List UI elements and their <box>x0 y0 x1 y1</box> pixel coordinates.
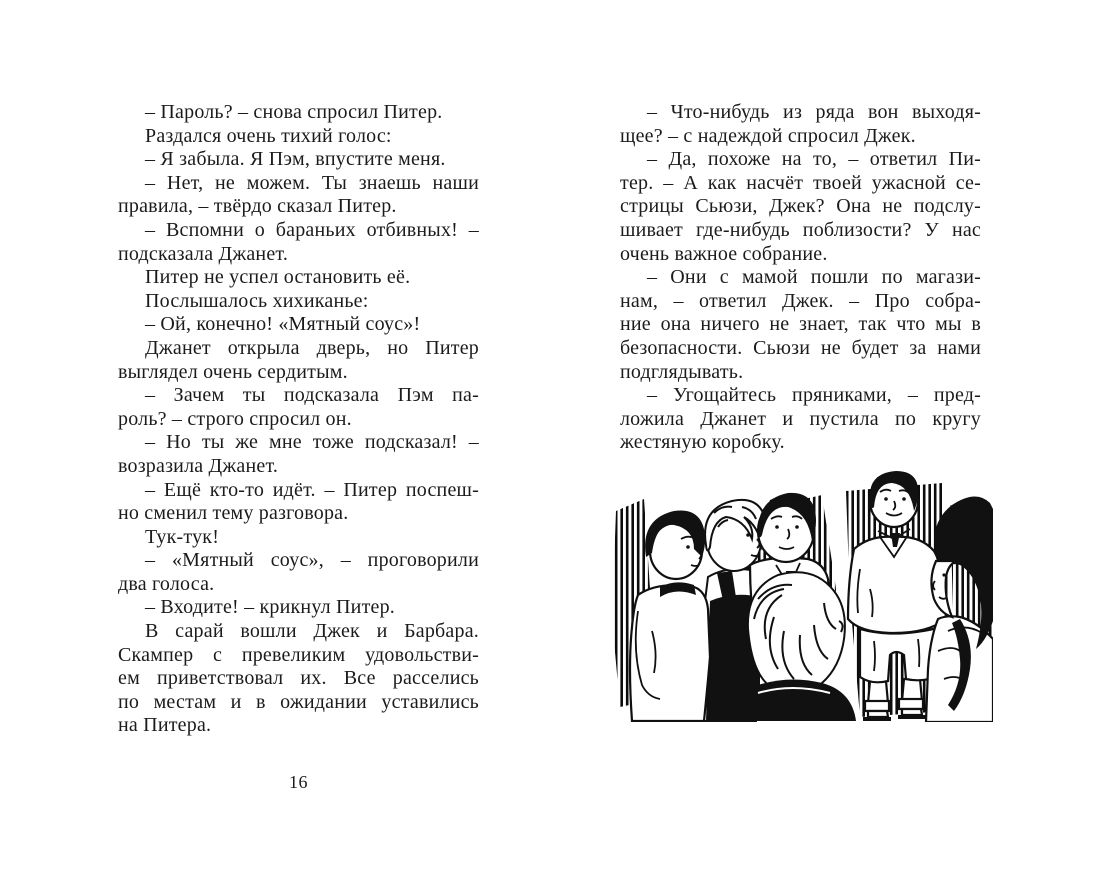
paragraph <box>118 337 479 384</box>
text-line: безопасности. Сьюзи не будет за нами <box>620 336 981 359</box>
paragraph <box>620 148 981 266</box>
paragraph <box>118 313 479 337</box>
text-line: – Ещё кто-то идёт. – Питер поспеш- <box>145 478 479 501</box>
text-line: – Пароль? – снова спросил Питер. <box>145 101 443 123</box>
text-line: Джанет открыла дверь, но Питер <box>145 336 479 359</box>
text-line: В сарай вошли Джек и Барбара. <box>145 620 479 643</box>
paragraph <box>118 549 479 596</box>
paragraph <box>620 384 981 455</box>
paragraph <box>118 172 479 219</box>
paragraph <box>620 266 981 384</box>
paragraph <box>118 384 479 431</box>
text-line: стрицы Сьюзи, Джек? Она не подслу- <box>620 195 981 218</box>
text-line: нам, – ответил Джек. – Про собра- <box>620 289 981 312</box>
text-line: очень важное собрание. <box>620 242 828 265</box>
paragraph <box>118 596 479 620</box>
text-line: два голоса. <box>118 572 215 595</box>
text-line: Скампер с превеликим удовольстви- <box>118 643 479 666</box>
paragraph <box>118 290 479 314</box>
paragraph <box>118 266 479 290</box>
text-line: Раздался очень тихий голос: <box>145 124 392 147</box>
text-line: – Нет, не можем. Ты знаешь наши <box>145 171 479 194</box>
right-page-text <box>620 101 981 455</box>
paragraph <box>118 148 479 172</box>
text-line: ние она ничего не знает, так что мы в <box>620 313 981 336</box>
text-line: возразила Джанет. <box>118 454 279 477</box>
paragraph <box>620 101 981 148</box>
text-line: Тук-тук! <box>145 525 220 548</box>
text-line: правила, – твёрдо сказал Питер. <box>118 195 397 218</box>
text-line: на Питера. <box>118 714 212 737</box>
text-line: – Да, похоже на то, – ответил Пи- <box>647 148 981 171</box>
text-line: роль? – строго спросил он. <box>118 407 352 430</box>
paragraph <box>118 125 479 149</box>
text-line: подсказала Джанет. <box>118 242 289 265</box>
text-line: ложила Джанет и пустила по кругу <box>620 407 981 430</box>
text-line: – Но ты же мне тоже подсказал! – <box>145 431 479 454</box>
text-line: – Угощайтесь пряниками, – пред- <box>647 384 981 407</box>
paragraph <box>118 101 479 125</box>
text-line: Послышалось хихиканье: <box>145 289 369 312</box>
text-line: по местам и в ожидании уставились <box>118 690 479 713</box>
text-line: – Зачем ты подсказала Пэм па- <box>145 384 479 407</box>
text-line: ем приветствовал их. Все расселись <box>118 667 479 690</box>
text-line: – Ой, конечно! «Мятный соус»! <box>145 313 421 336</box>
text-line: – Вспомни о бараньих отбивных! – <box>145 218 479 241</box>
text-line: – Они с мамой пошли по магази- <box>647 266 981 289</box>
page-number: 16 <box>289 772 308 792</box>
text-line: – «Мятный соус», – проговорили <box>145 549 479 572</box>
text-line: – Я забыла. Я Пэм, впустите меня. <box>145 148 446 171</box>
paragraph <box>118 526 479 550</box>
paragraph <box>118 431 479 478</box>
text-line: тер. – А как насчёт твоей ужасной се- <box>620 171 981 194</box>
text-line: щее? – с надеждой спросил Джек. <box>620 124 916 147</box>
text-line: – Что-нибудь из ряда вон выходя- <box>647 101 981 123</box>
text-line: – Входите! – крикнул Питер. <box>145 596 395 619</box>
text-line: Питер не успел остановить её. <box>145 266 411 289</box>
text-line: подглядывать. <box>620 360 744 383</box>
text-line: но сменил тему разговора. <box>118 502 349 525</box>
paragraph <box>118 479 479 526</box>
left-page-text <box>118 101 479 738</box>
text-line: жестяную коробку. <box>620 431 785 454</box>
text-line: шивает где-нибудь поблизости? У нас <box>620 218 981 241</box>
wavy-haired-child-back-figure <box>736 572 856 721</box>
paragraph <box>118 620 479 738</box>
paragraph <box>118 219 479 266</box>
text-line: выглядел очень сердитым. <box>118 360 348 383</box>
children-group-illustration <box>608 469 993 722</box>
